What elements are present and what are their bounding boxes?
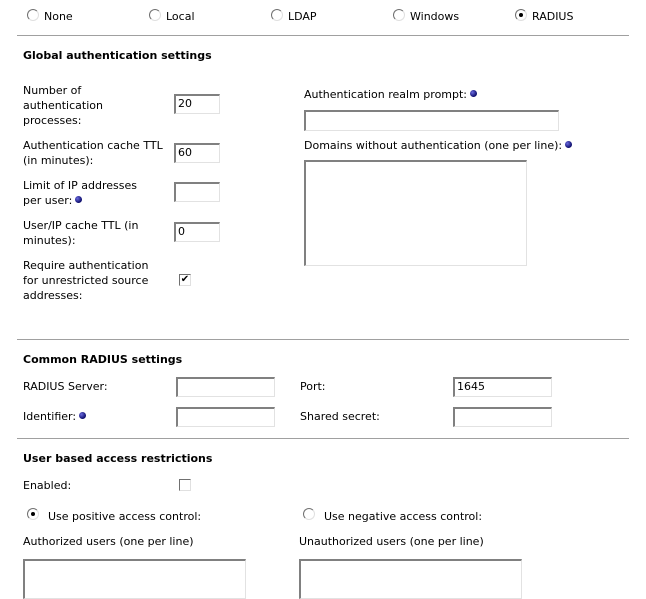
identifier-input[interactable] — [176, 407, 275, 427]
enabled-checkbox[interactable] — [179, 479, 191, 491]
divider — [17, 438, 629, 439]
ip-limit-input[interactable] — [174, 182, 220, 202]
num-processes-input[interactable]: 20 — [174, 94, 220, 114]
radio-ldap-label: LDAP — [288, 10, 317, 23]
num-processes-label-1: Number of — [23, 84, 82, 97]
port-label: Port: — [300, 380, 326, 393]
unauthorized-users-label: Unauthorized users (one per line) — [299, 535, 484, 548]
identifier-label — [23, 409, 86, 424]
info-dot-icon[interactable] — [79, 412, 86, 419]
info-dot-icon[interactable] — [565, 141, 572, 148]
require-auth-label-1: Require authentication — [23, 259, 149, 272]
unauthorized-users-textarea[interactable] — [299, 559, 522, 599]
radio-radius-label: RADIUS — [532, 10, 574, 23]
ip-limit-label-2 — [23, 193, 82, 208]
shared-secret-input[interactable] — [453, 407, 552, 427]
radio-none-label: None — [44, 10, 73, 23]
radio-windows-label: Windows — [410, 10, 460, 23]
positive-access-label: Use positive access control: — [48, 510, 202, 523]
positive-access-radio[interactable] — [27, 508, 39, 520]
cache-ttl-label-1: Authentication cache TTL — [23, 139, 163, 152]
ip-limit-label-1: Limit of IP addresses — [23, 179, 137, 192]
section-heading-restrictions: User based access restrictions — [23, 452, 213, 465]
num-processes-label-2: authentication — [23, 99, 103, 112]
identifier-label-text: Identifier: — [23, 410, 77, 423]
num-processes-label-3: processes: — [23, 114, 82, 127]
section-heading-global: Global authentication settings — [23, 49, 212, 62]
radio-ldap[interactable] — [271, 9, 283, 21]
divider — [17, 339, 629, 340]
user-ip-ttl-input[interactable]: 0 — [174, 222, 220, 242]
enabled-label: Enabled: — [23, 479, 72, 492]
cache-ttl-label-2: (in minutes): — [23, 154, 94, 167]
require-auth-label-2: for unrestricted source — [23, 274, 149, 287]
info-dot-icon[interactable] — [75, 196, 82, 203]
radio-local[interactable] — [149, 9, 161, 21]
require-auth-checkbox[interactable]: ✔ — [180, 274, 190, 285]
divider — [17, 35, 629, 36]
domains-noauth-textarea[interactable] — [304, 160, 527, 266]
cache-ttl-input[interactable]: 60 — [174, 143, 220, 163]
authorized-users-textarea[interactable] — [23, 559, 246, 599]
radio-local-label: Local — [166, 10, 195, 23]
realm-prompt-input[interactable] — [304, 110, 559, 131]
user-ip-ttl-label-2: minutes): — [23, 234, 76, 247]
ip-limit-label-2-text: per user: — [23, 194, 73, 207]
negative-access-radio[interactable] — [303, 508, 315, 520]
require-auth-label-3: addresses: — [23, 289, 83, 302]
user-ip-ttl-label-1: User/IP cache TTL (in — [23, 219, 139, 232]
radius-server-input[interactable] — [176, 377, 275, 397]
authorized-users-label: Authorized users (one per line) — [23, 535, 194, 548]
domains-noauth-label-text: Domains without authentication (one per line): — [304, 139, 563, 152]
realm-prompt-label-text: Authentication realm prompt: — [304, 88, 468, 101]
domains-noauth-label — [304, 138, 572, 153]
radius-server-label: RADIUS Server: — [23, 380, 108, 393]
radio-radius[interactable] — [515, 9, 527, 21]
negative-access-label: Use negative access control: — [324, 510, 483, 523]
radio-windows[interactable] — [393, 9, 405, 21]
info-dot-icon[interactable] — [470, 90, 477, 97]
realm-prompt-label — [304, 87, 477, 102]
port-input[interactable]: 1645 — [453, 377, 552, 397]
section-heading-radius: Common RADIUS settings — [23, 353, 183, 366]
radio-none[interactable] — [27, 9, 39, 21]
shared-secret-label: Shared secret: — [300, 410, 380, 423]
